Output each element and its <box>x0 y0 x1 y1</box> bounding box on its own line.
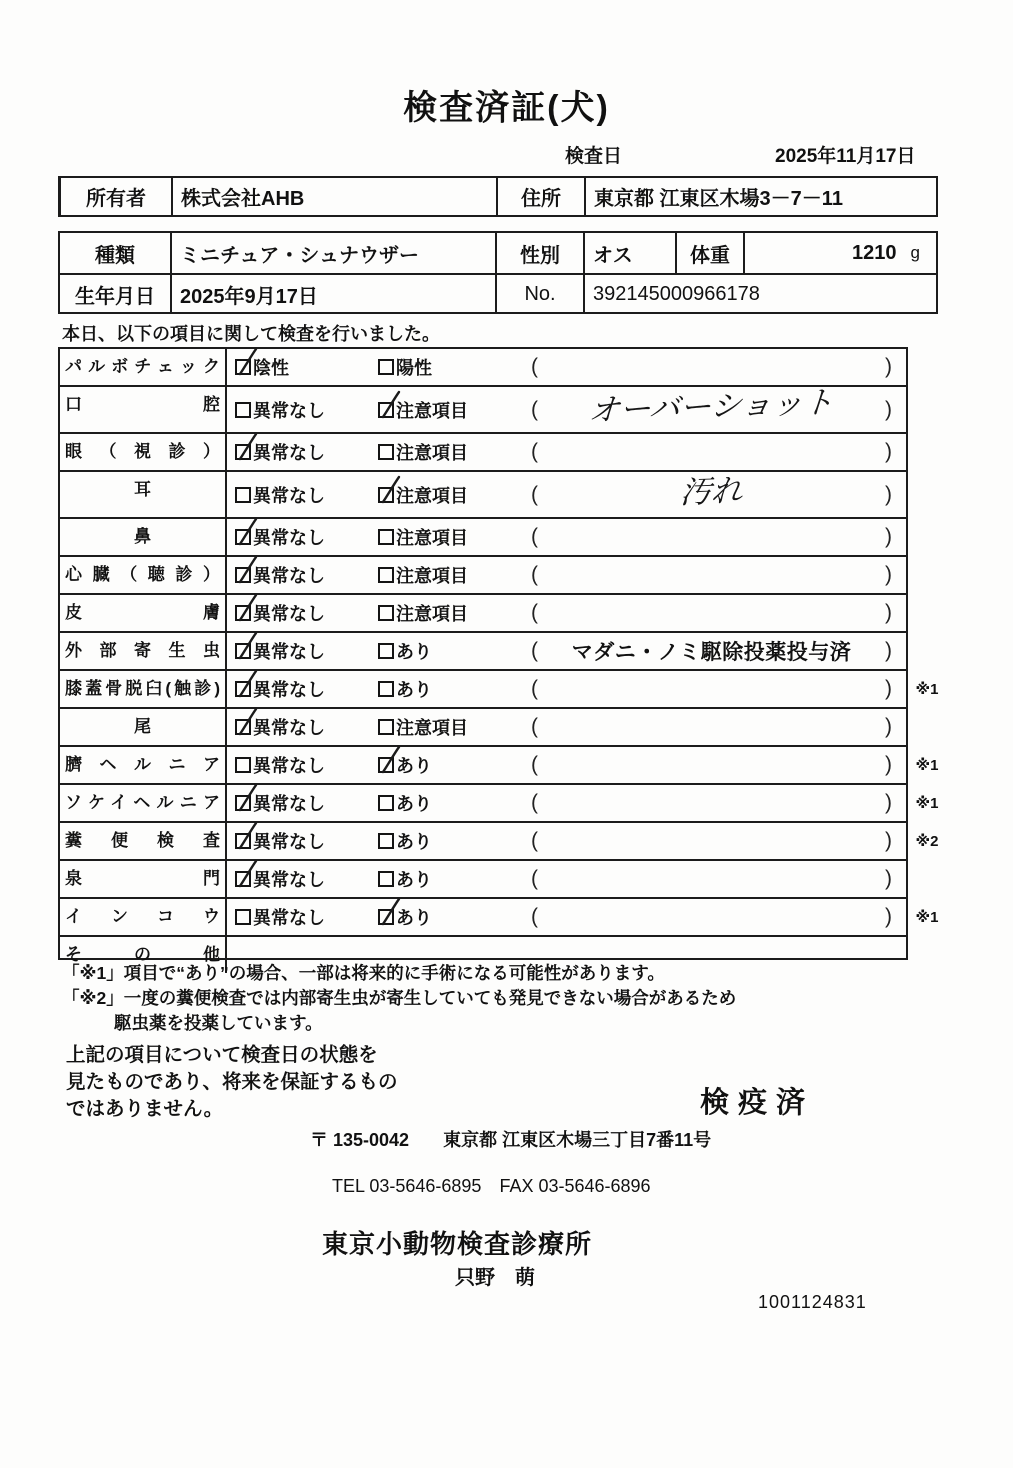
handwritten-check-icon <box>234 707 260 741</box>
checklist-row <box>60 821 939 859</box>
remarks-field <box>531 563 906 587</box>
open-paren: ( <box>531 482 538 506</box>
option-1 <box>235 562 370 588</box>
checkbox <box>235 719 251 735</box>
remarks-text: 汚れ <box>678 472 744 511</box>
option-1-label: 異常なし <box>253 756 325 776</box>
checkbox <box>235 795 251 811</box>
remarks-field <box>531 384 906 432</box>
open-paren: ( <box>531 905 538 928</box>
option-1-label: 異常なし <box>253 400 325 421</box>
checklist-row <box>60 859 906 897</box>
remarks-field <box>531 791 906 815</box>
checklist-row <box>60 517 906 555</box>
open-paren: ( <box>531 715 538 738</box>
remarks-text: マダニ・ノミ駆除投薬投与済 <box>571 641 852 664</box>
weight-label: 体重 <box>675 233 743 273</box>
footnote-1: 「※1」項目で“あり”の場合、一部は将来的に手術になる可能性があります。 <box>62 963 665 983</box>
checkbox <box>378 487 394 503</box>
checklist-row <box>60 555 906 593</box>
clinic-address: 東京都 江東区木場三丁目7番11号 <box>443 1130 712 1150</box>
option-2 <box>378 397 513 423</box>
close-paren: ) <box>885 639 892 662</box>
checklist-row <box>60 897 939 935</box>
option-2 <box>378 676 513 702</box>
option-2-label: あり <box>396 870 432 890</box>
breed-value: ミニチュア・シュナウザー <box>170 233 495 273</box>
weight-value <box>743 233 936 273</box>
option-1-label: 異常なし <box>253 908 325 928</box>
disclaimer-line1: 上記の項目について検査日の状態を <box>66 1044 378 1066</box>
reference-mark: ※2 <box>915 833 939 850</box>
checkbox <box>378 909 394 925</box>
clinic-address-line <box>310 1126 711 1152</box>
checklist-item-label: 臍ヘルニア <box>60 747 227 783</box>
option-2 <box>378 714 513 740</box>
handwritten-check-icon <box>234 783 260 817</box>
option-2-label: あり <box>396 908 432 928</box>
option-2 <box>378 562 513 588</box>
checklist-item-label: 外部寄生虫 <box>60 633 227 669</box>
option-1-label: 異常なし <box>253 604 325 624</box>
option-2-label: 注意項目 <box>396 718 468 738</box>
open-paren: ( <box>531 829 538 852</box>
address-label: 住所 <box>496 178 584 215</box>
checklist-item-label: パルボチェック <box>60 349 227 385</box>
checkbox <box>378 359 394 375</box>
option-2 <box>378 524 513 550</box>
option-2-label: あり <box>396 794 432 814</box>
checkbox <box>378 795 394 811</box>
reference-mark: ※1 <box>915 909 939 926</box>
footnote-2-line2: 駆虫薬を投薬しています。 <box>114 1013 323 1033</box>
checklist-item-label: インコウ <box>60 899 227 935</box>
handwritten-check-icon <box>234 347 260 381</box>
checklist-item-label: 心臓（聴診） <box>60 557 227 593</box>
remarks-field <box>531 715 906 739</box>
open-paren: ( <box>531 753 538 776</box>
remarks-field <box>531 525 906 549</box>
option-1 <box>235 904 370 930</box>
open-paren: ( <box>531 867 538 890</box>
checklist-item-label: その他 <box>60 937 227 973</box>
checkbox <box>378 833 394 849</box>
option-2-label: 陽性 <box>396 358 432 378</box>
option-2 <box>378 354 513 380</box>
checkbox <box>235 909 251 925</box>
close-paren: ) <box>885 791 892 814</box>
checkbox <box>378 444 394 460</box>
birth-value: 2025年9月17日 <box>170 275 495 313</box>
close-paren: ) <box>885 440 892 463</box>
option-2-label: あり <box>396 642 432 662</box>
checkbox <box>235 681 251 697</box>
breed-label: 種類 <box>95 244 135 267</box>
open-paren: ( <box>531 525 538 548</box>
handwritten-check-icon <box>234 432 260 466</box>
checkbox <box>235 529 251 545</box>
option-1-label: 異常なし <box>253 485 325 506</box>
handwritten-check-icon <box>377 897 403 931</box>
checkbox <box>378 871 394 887</box>
open-paren: ( <box>531 397 538 421</box>
checkbox <box>235 871 251 887</box>
option-1 <box>235 790 370 816</box>
open-paren: ( <box>531 440 538 463</box>
checklist-row <box>60 669 939 707</box>
checklist-row <box>60 783 939 821</box>
checkbox <box>378 529 394 545</box>
checklist-row <box>60 745 939 783</box>
weight-number: 1210 <box>852 241 897 264</box>
veterinarian-name: 只野 萌 <box>455 1267 535 1289</box>
checkbox <box>235 757 251 773</box>
handwritten-check-icon <box>234 859 260 893</box>
checkbox <box>378 567 394 583</box>
option-2-label: 注意項目 <box>396 528 468 548</box>
inspection-date-value: 2025年11月17日 <box>775 146 916 167</box>
option-2 <box>378 752 513 778</box>
option-1 <box>235 600 370 626</box>
checklist-item-label: 耳 <box>60 472 227 517</box>
close-paren: ) <box>885 397 892 421</box>
checkbox <box>378 402 394 418</box>
reference-mark: ※1 <box>915 795 939 812</box>
open-paren: ( <box>531 601 538 624</box>
option-2-label: あり <box>396 756 432 776</box>
intro-text: 本日、以下の項目に関して検査を行いました。 <box>62 324 440 344</box>
inspection-date-label: 検査日 <box>565 146 623 167</box>
remarks-field <box>531 905 906 929</box>
quarantine-stamp: 検疫済 <box>700 1087 815 1119</box>
close-paren: ) <box>885 677 892 700</box>
remarks-field <box>531 601 906 625</box>
remarks-field <box>531 677 906 701</box>
owner-value: 株式会社AHB <box>171 178 496 215</box>
option-2-label: 注意項目 <box>396 400 468 421</box>
close-paren: ) <box>885 829 892 852</box>
close-paren: ) <box>885 525 892 548</box>
checklist-item-label: 糞便検査 <box>60 823 227 859</box>
option-1 <box>235 354 370 380</box>
open-paren: ( <box>531 563 538 586</box>
checkbox <box>235 605 251 621</box>
sex-label: 性別 <box>495 233 583 273</box>
close-paren: ) <box>885 601 892 624</box>
option-2 <box>378 638 513 664</box>
checkbox <box>235 487 251 503</box>
checklist-item-label: 鼻 <box>60 519 227 555</box>
option-1-label: 異常なし <box>253 642 325 662</box>
close-paren: ) <box>885 715 892 738</box>
option-1 <box>235 866 370 892</box>
close-paren: ) <box>885 753 892 776</box>
handwritten-check-icon <box>377 390 403 424</box>
address-value: 東京都 江東区木場3－7－11 <box>584 178 936 215</box>
remarks-field <box>531 753 906 777</box>
checklist-row <box>60 707 906 745</box>
checkbox <box>378 681 394 697</box>
clinic-tel: TEL 03-5646-6895 <box>332 1176 482 1196</box>
option-1 <box>235 524 370 550</box>
option-1 <box>235 397 370 423</box>
close-paren: ) <box>885 482 892 506</box>
open-paren: ( <box>531 677 538 700</box>
handwritten-check-icon <box>234 555 260 589</box>
option-2 <box>378 439 513 465</box>
option-2-label: あり <box>396 832 432 852</box>
handwritten-check-icon <box>234 631 260 665</box>
option-1-label: 陰性 <box>253 358 289 378</box>
checklist-item-label: 膝蓋骨脱臼(触診) <box>60 671 227 707</box>
option-1 <box>235 638 370 664</box>
handwritten-check-icon <box>377 475 403 509</box>
option-1-label: 異常なし <box>253 794 325 814</box>
option-2-label: あり <box>396 680 432 700</box>
option-2-label: 注意項目 <box>396 443 468 463</box>
checklist-item-label: 泉門 <box>60 861 227 897</box>
option-1-label: 異常なし <box>253 680 325 700</box>
open-paren: ( <box>531 791 538 814</box>
sex-value: オス <box>583 233 675 273</box>
serial-number: 1001124831 <box>758 1292 867 1312</box>
open-paren: ( <box>531 355 538 378</box>
checklist-row <box>60 593 906 631</box>
checklist-row <box>60 385 906 432</box>
option-1-label: 異常なし <box>253 443 325 463</box>
checkbox <box>378 757 394 773</box>
owner-label: 所有者 <box>86 188 146 210</box>
checklist-item-label: 眼（視診） <box>60 434 227 470</box>
remarks-field <box>531 829 906 853</box>
checkbox <box>235 567 251 583</box>
remarks-field <box>531 472 906 517</box>
option-1-label: 異常なし <box>253 718 325 738</box>
option-2-label: 注意項目 <box>396 566 468 586</box>
remarks-text: オーバーショット <box>587 384 835 429</box>
clinic-fax: FAX 03-5646-6896 <box>499 1176 651 1196</box>
option-1 <box>235 482 370 508</box>
option-1 <box>235 676 370 702</box>
option-2-label: 注意項目 <box>396 604 468 624</box>
owner-table <box>58 176 938 217</box>
option-2 <box>378 600 513 626</box>
option-1-label: 異常なし <box>253 566 325 586</box>
checklist-item-label: 皮膚 <box>60 595 227 631</box>
checkbox <box>235 359 251 375</box>
checklist-item-label: 尾 <box>60 709 227 745</box>
page-title: 検査済証(犬) <box>403 89 610 127</box>
animal-table <box>58 231 938 314</box>
option-1-label: 異常なし <box>253 832 325 852</box>
option-2 <box>378 482 513 508</box>
option-2 <box>378 828 513 854</box>
remarks-field <box>531 867 906 891</box>
disclaimer-line2: 見たものであり、将来を保証するもの <box>66 1071 398 1093</box>
footnote-2-line1: 「※2」一度の糞便検査では内部寄生虫が寄生していても発見できない場合があるため <box>62 988 737 1008</box>
clinic-postal: 〒 135-0042 <box>310 1130 410 1150</box>
option-1 <box>235 752 370 778</box>
handwritten-check-icon <box>377 745 403 779</box>
no-label: No. <box>495 275 583 313</box>
handwritten-check-icon <box>234 593 260 627</box>
open-paren: ( <box>531 639 538 662</box>
option-1-label: 異常なし <box>253 528 325 548</box>
checklist-row <box>60 470 906 517</box>
handwritten-check-icon <box>234 669 260 703</box>
option-2-label: 注意項目 <box>396 485 468 506</box>
checkbox <box>235 444 251 460</box>
checklist-row <box>60 631 906 669</box>
close-paren: ) <box>885 563 892 586</box>
option-1 <box>235 439 370 465</box>
checkbox <box>378 643 394 659</box>
remarks-field <box>531 636 906 666</box>
checklist-item-label: 口腔 <box>60 387 227 432</box>
handwritten-check-icon <box>234 517 260 551</box>
option-2 <box>378 790 513 816</box>
checkbox <box>235 643 251 659</box>
reference-mark: ※1 <box>915 757 939 774</box>
option-2 <box>378 904 513 930</box>
disclaimer-line3: ではありません。 <box>66 1098 224 1120</box>
close-paren: ) <box>885 905 892 928</box>
weight-unit: g <box>910 243 920 262</box>
checkbox <box>378 719 394 735</box>
handwritten-check-icon <box>234 821 260 855</box>
option-2 <box>378 866 513 892</box>
clinic-name: 東京小動物検査診療所 <box>322 1229 593 1259</box>
checkbox <box>235 402 251 418</box>
close-paren: ) <box>885 867 892 890</box>
option-1 <box>235 714 370 740</box>
clinic-phone-line <box>332 1176 651 1197</box>
birth-label: 生年月日 <box>75 285 155 308</box>
close-paren: ) <box>885 355 892 378</box>
footnotes <box>62 961 736 1036</box>
checkbox <box>235 833 251 849</box>
checklist-item-label: ソケイヘルニア <box>60 785 227 821</box>
option-1 <box>235 828 370 854</box>
reference-mark: ※1 <box>915 681 939 698</box>
disclaimer <box>66 1042 398 1123</box>
option-1-label: 異常なし <box>253 870 325 890</box>
checkbox <box>378 605 394 621</box>
checklist-table <box>58 347 939 964</box>
no-value: 392145000966178 <box>583 275 936 313</box>
